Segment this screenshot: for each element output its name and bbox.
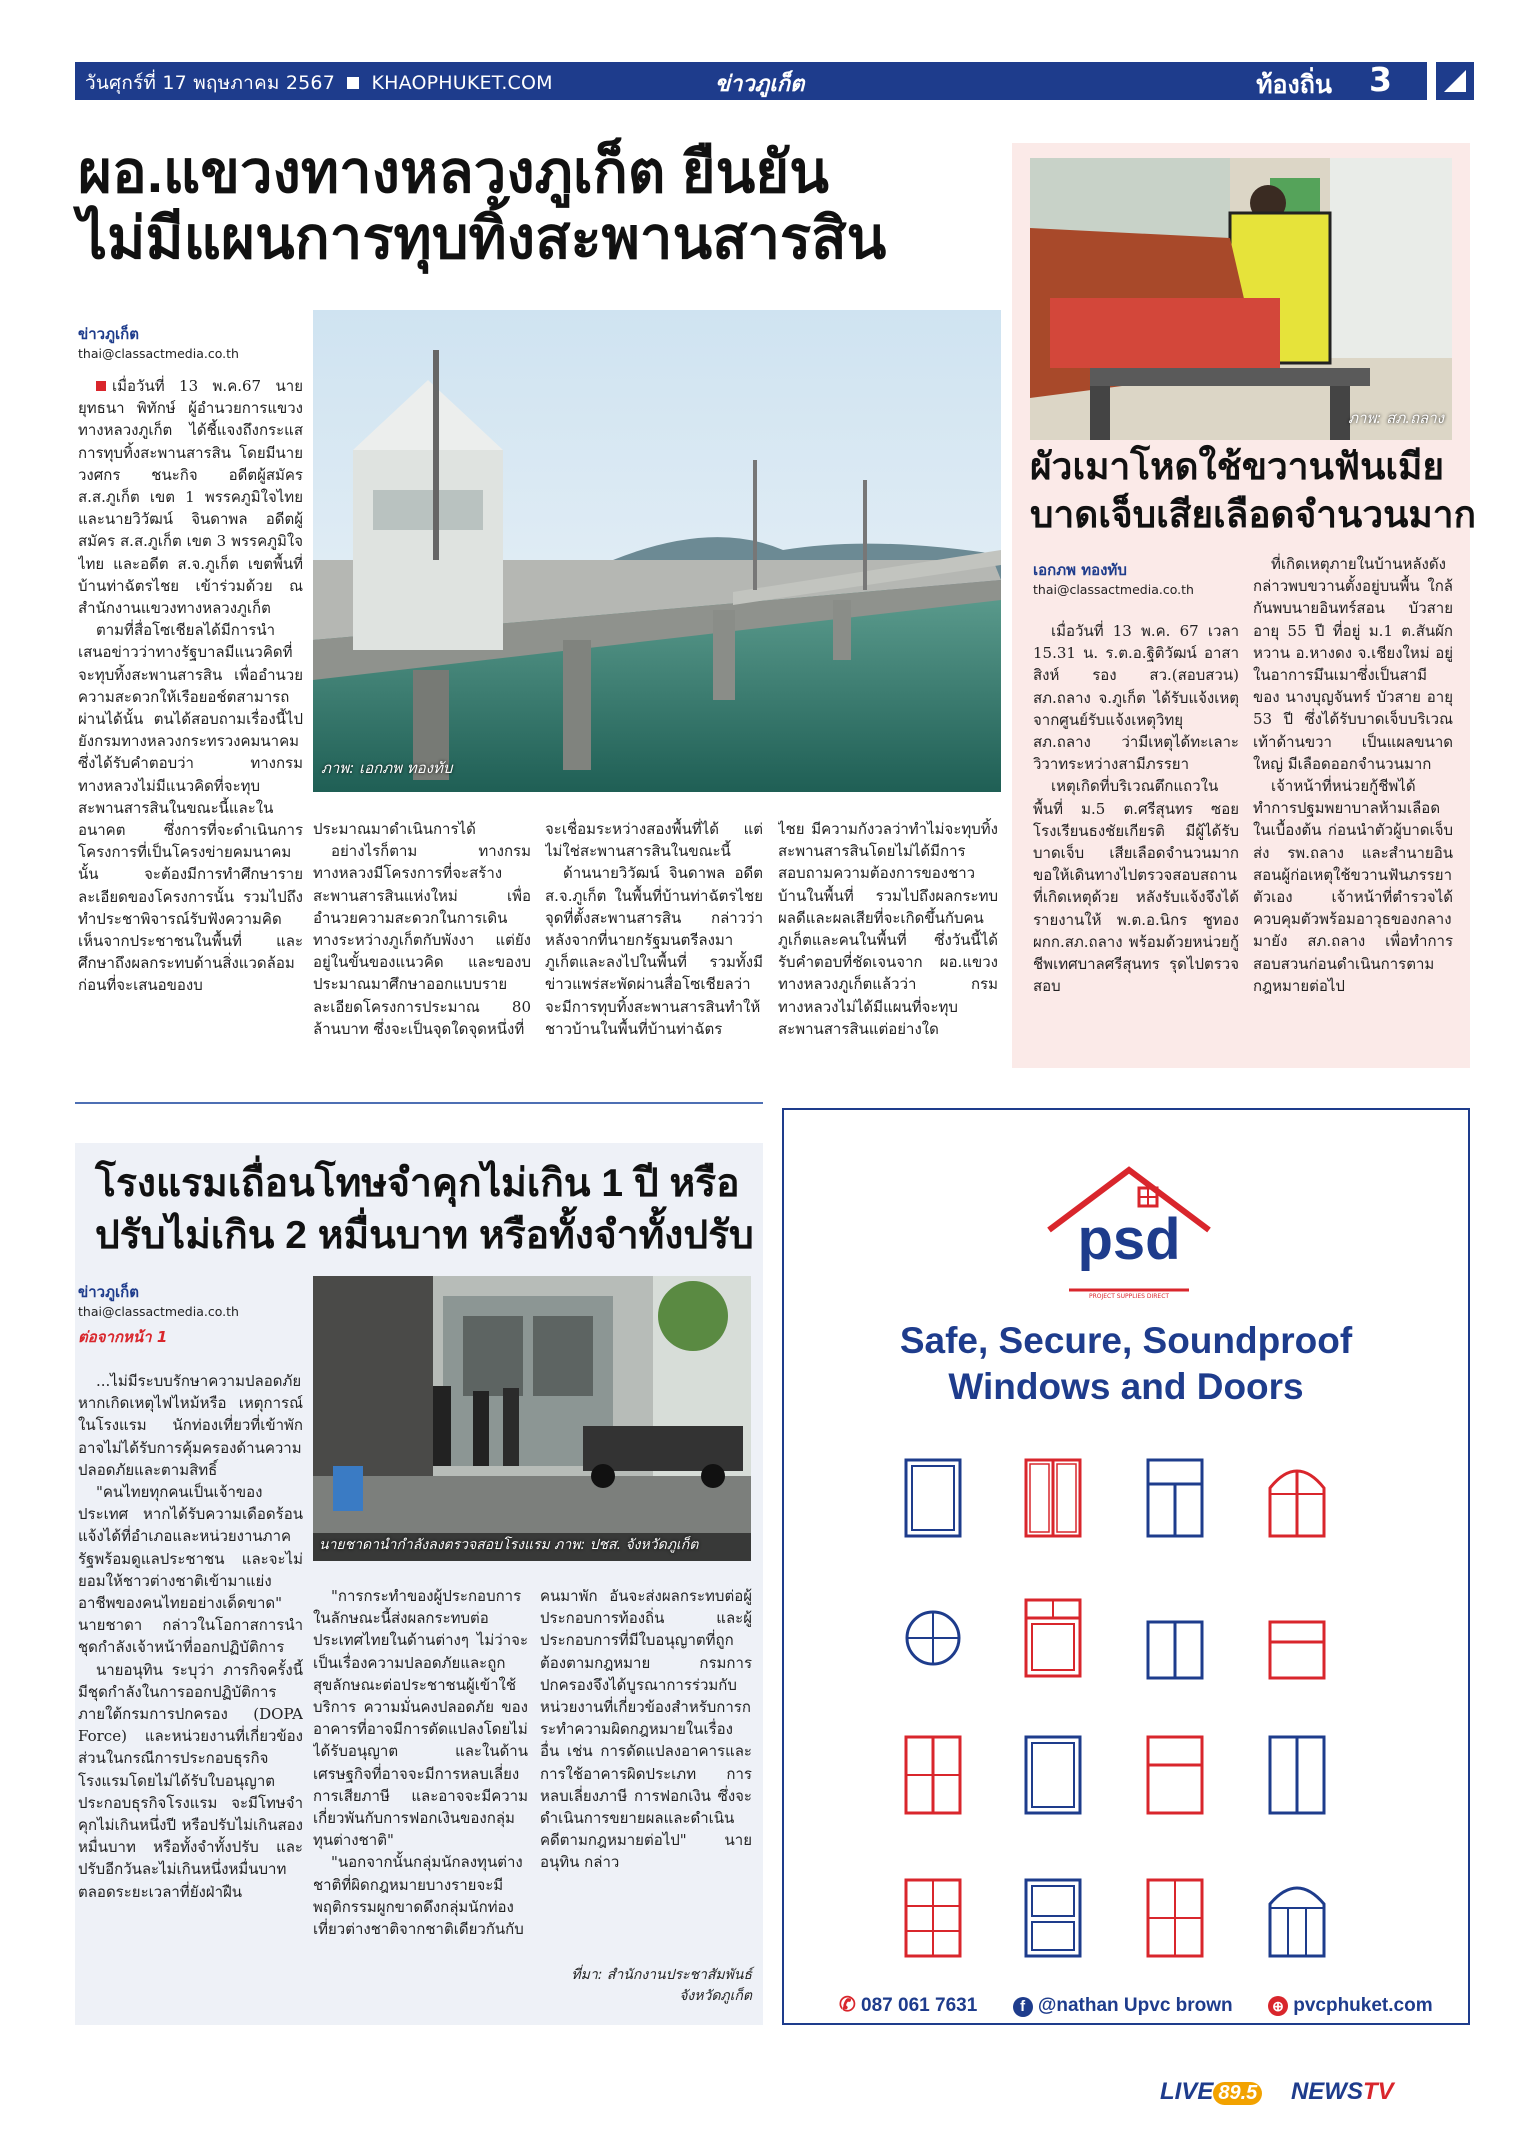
square-icon	[347, 77, 359, 89]
story3-photo-caption: นายชาดานำกำลังลงตรวจสอบโรงแรม ภาพ: ปชส. จังหวัดภูเก็ต	[319, 1537, 699, 1553]
ad-headline: Safe, Secure, Soundproof Windows and Doors	[899, 1320, 1353, 1407]
story3-col2b-text: "นอกจากนั้นกลุ่มนักลงทุนต่างชาติที่ผิดกฎหมายบางรายจะมีพฤติกรรมผูกขาดดึงกลุ่มนักท่องเที่ยวต่างชาติจากชาติเดียวกันกับ	[313, 1853, 524, 1939]
story1-headline: ผอ.แขวงทางหลวงภูเก็ต ยืนยัน ไม่มีแผนการทุบทิ้งสะพานสารสิน	[78, 140, 887, 271]
story2-byline-block	[1033, 558, 1243, 597]
story1-col2-text: ประมาณมาดำเนินการได้	[313, 820, 476, 838]
footer-logos	[1160, 2078, 1394, 2106]
header-site: KHAOPHUKET.COM	[371, 72, 553, 94]
story1-col2b-text: อย่างไรก็ตาม ทางกรมทางหลวงมีโครงการที่จะสร้างสะพานสารสินแห่งใหม่ เพื่ออำนวยความสะดวกในการเดินทางระหว่างภูเก็ตกับพังงา แต่ยังอยู่ในขั้นของแนวคิด และของบประมาณมาศึกษาออกแบบรายละเอียดโครงการประมาณ 80 ล้านบาท ซึ่งจะเป็นจุดใดจุดหนึ่งที่	[313, 842, 531, 1038]
grid-window-icon	[904, 1878, 962, 1958]
story3-col2-text: "การกระทำของผู้ประกอบการในลักษณะนี้ส่งผลกระทบต่อประเทศไทยในด้านต่างๆ ไม่ว่าจะเป็นเรื่องความปลอดภัยและถูกสุขลักษณะต่อประชาชนผู้เข้าใช้บริการ ความมั่นคงปลอดภัย ของอาคารที่อาจมีการดัดแปลงโดยไม่ได้รับอนุญาต และในด้านเศรษฐกิจที่อาจจะมีการหลบเลี่ยงการเสียภาษี และอาจจะมีความเกี่ยวพันกับการฟอกเงินของกลุ่มทุนต่างชาติ"	[313, 1587, 528, 1850]
story1-column-1	[78, 375, 303, 1075]
sliding-window-icon	[1146, 1610, 1204, 1690]
round-window-icon	[904, 1598, 962, 1678]
story1-col3b-text: ด้านนายวิวัฒน์ จินดาพล อดีต ส.จ.ภูเก็ต ในพื้นที่บ้านท่าฉัตรไชย จุดที่ตั้งสะพานสารสิน กล่าวว่าหลังจากที่นายกรัฐมนตรีลงมาภูเก็ตและลงไปในพื้นที่ รวมทั้งมีข่าวแพร่สะพัดผ่านสื่อโซเชียลว่าจะมีการทุบทิ้งสะพานสารสินทำให้ชาวบ้านในพื้นที่บ้านท่าฉัตร	[545, 864, 763, 1038]
masthead-logo: ข่าวภูเก็ต	[715, 72, 805, 97]
story1-column-4	[778, 818, 998, 1076]
double-window-icon	[1024, 1458, 1082, 1538]
top-hung-window-icon	[1146, 1735, 1204, 1815]
ad-contact-row	[839, 1992, 1433, 2017]
ad-facebook: @nathan Upvc brown	[1037, 1995, 1233, 2016]
story1-email: thai@classactmedia.co.th	[78, 346, 239, 361]
tilt-window-icon	[1024, 1598, 1082, 1678]
ad-brand: psd	[1077, 1207, 1181, 1272]
story2-col2b-text: เจ้าหน้าที่หน่วยกู้ชีพได้ทำการปฐมพยาบาลห้ามเลือดในเบื้องต้น ก่อนนำตัวผู้บาดเจ็บส่ง รพ.ถลาง และสำนายอินสอนผู้ก่อเหตุใช้ขวานฟันภรรยาตัวเอง เจ้าหน้าที่ตำรวจได้ควบคุมตัวพร้อมอาวุธของกลางมายัง สภ.ถลาง เพื่อทำการสอบสวนก่อนดำเนินการตามกฎหมายต่อไป	[1253, 777, 1453, 995]
story1-col4-text: ไชย มีความกังวลว่าทำไม่จะทุบทิ้งสะพานสารสินโดยไม่ได้มีการสอบถามความต้องการของชาวบ้านในพื้นที่ รวมไปถึงผลกระทบผลดีและผลเสียที่จะเกิดขึ้นกับคนภูเก็ตและคนในพื้นที่ ซึ่งวันนี้ได้รับคำตอบที่ชัดเจนจาก ผอ.แขวงทางหลวงภูเก็ตแล้วว่า กรมทางหลวงไม่ได้มีแผนที่จะทุบสะพานสารสินแต่อย่างใด	[778, 820, 998, 1038]
story3-byline-block	[78, 1280, 298, 1349]
story2-col1b-text: เหตุเกิดที่บริเวณตึกแถวในพื้นที่ ม.5 ต.ศรีสุนทร ซอยโรงเรียนธงชัยเกียรติ มีผู้ได้รับบาดเจ็บ เสียเลือดจำนวนมาก ขอให้เดินทางไปตรวจสอบสถานที่เกิดเหตุด้วย หลังรับแจ้งจึงได้รายงานให้ พ.ต.อ.นิกร ชูทอง ผกก.สภ.ถลาง พร้อมด้วยหน่วยกู้ชีพเทศบาลศรีสุนทร รุดไปตรวจสอบ	[1033, 777, 1239, 996]
story1-column-2	[313, 818, 531, 1076]
continued-from-label: ต่อจากหน้า 1	[78, 1328, 168, 1346]
transom-window-icon	[1146, 1458, 1204, 1538]
globe-icon: ⊕	[1268, 1996, 1288, 2016]
story3-col3-text: คนมาพัก อันจะส่งผลกระทบต่อผู้ประกอบการท้องถิ่น และผู้ประกอบการที่มีใบอนุญาตที่ถูกต้องตามกฎหมาย กรมการปกครองจึงได้บูรณาการร่วมกับหน่วยงานที่เกี่ยวข้องสำหรับการกระทำความผิดกฎหมายในเรื่องอื่น เช่น การดัดแปลงอาคารและการใช้อาคารผิดประเภท การหลบเลี่ยงภาษี การฟอกเงิน ซึ่งจะดำเนินการขยายผลและดำเนินคดีตามกฎหมายต่อไป" นายอนุทิน กล่าว	[540, 1587, 752, 1872]
section-divider	[75, 1102, 763, 1104]
footer-freq: 89.5	[1213, 2082, 1262, 2105]
fixed-window-icon	[1024, 1735, 1082, 1815]
awning-window-icon	[1268, 1610, 1326, 1690]
story1-byline: ข่าวภูเก็ต	[78, 325, 139, 343]
story2-headline: ผัวเมาโหดใช้ขวานฟันเมีย บาดเจ็บเสียเลือดจำนวนมาก	[1030, 446, 1476, 535]
casement-pair-icon	[904, 1735, 962, 1815]
story3-column-2	[313, 1585, 528, 2010]
section-title: ท้องถิ่น	[1256, 70, 1332, 99]
footer-news: NEWS	[1290, 2078, 1363, 2105]
story1-photo	[313, 310, 1001, 792]
corner-flag-icon	[1436, 62, 1474, 100]
door-icon	[1268, 1735, 1326, 1815]
ad-web: pvcphuket.com	[1293, 1995, 1433, 2016]
header-date: วันศุกร์ที่ 17 พฤษภาคม 2567 KHAOPHUKET.COM	[85, 72, 553, 94]
phone-icon: ✆	[839, 1994, 856, 2016]
story3-col1c-text: นายอนุทิน ระบุว่า ภารกิจครั้งนี้มีชุดกำลังในการออกปฏิบัติการภายใต้กรมการปกครอง (DOPA Force) และหน่วยงานที่เกี่ยวข้อง ส่วนในกรณีการประกอบธุรกิจโรงแรมโดยไม่ได้รับใบอนุญาตประกอบธุรกิจโรงแรม จะมีโทษจำคุกไม่เกินหนึ่งปี หรือปรับไม่เกินสองหมื่นบาท หรือทั้งจำทั้งปรับ และปรับอีกวันละไม่เกินหนึ่งหมื่นบาทตลอดระยะเวลาที่ยังฝ่าฝืน	[78, 1660, 303, 1901]
story2-byline: เอกภพ ทองทับ	[1033, 561, 1127, 579]
story1-byline-block	[78, 322, 303, 361]
story3-byline: ข่าวภูเก็ต	[78, 1283, 139, 1301]
story1-col1b-text: ตามที่สื่อโซเชียลได้มีการนำเสนอข่าวว่าทางรัฐบาลมีแนวคิดที่จะทุบทิ้งสะพานสารสิน เพื่ออำนวยความสะดวกให้เรือยอช์ตสามารถผ่านได้นั้น ตนได้สอบถามเรื่องนี้ไปยังกรมทางหลวงกระทรวงคมนาคม ซึ่งได้รับคำตอบว่า ทางกรมทางหลวงไม่มีแนวคิดที่จะทุบสะพานสารสินในขณะนี้และในอนาคต ซึ่งการที่จะดำเนินการโครงการที่เป็นโครงข่ายคมนาคมนั้น จะต้องมีการทำศึกษารายละเอียดของโครงการนั้น รวมไปถึงทำประชาพิจารณ์รับฟังความคิดเห็นจากประชาชนในพื้นที่ และศึกษาถึงผลกระทบด้านสิ่งแวดล้อม ก่อนที่จะเสนอของบ	[78, 621, 303, 995]
story3-source: ที่มา: สำนักงานประชาสัมพันธ์จังหวัดภูเก็ต	[571, 1967, 752, 2004]
story3-col1b-text: "คนไทยทุกคนเป็นเจ้าของประเทศ หากได้รับความเดือดร้อนแจ้งได้ที่อำเภอและหน่วยงานภาครัฐพร้อมดูแลประชาชน และจะไม่ยอมให้ชาวต่างชาติเข้ามาแย่งอาชีพของคนไทยอย่างเด็ดขาด" นายชาดา กล่าวในโอกาสการนำชุดกำลังเจ้าหน้าที่ออกปฏิบัติการ	[78, 1483, 303, 1657]
footer-live: LIVE	[1160, 2078, 1214, 2105]
ad-brand-sub: PROJECT SUPPLIES DIRECT	[1088, 1293, 1170, 1300]
story2-column-2	[1253, 553, 1453, 1048]
story3-email: thai@classactmedia.co.th	[78, 1304, 239, 1319]
story2-photo-caption: ภาพ: สภ.ถลาง	[1348, 409, 1444, 427]
page-header	[75, 62, 1427, 100]
footer-tv: TV	[1362, 2078, 1394, 2105]
facebook-icon: f	[1013, 1997, 1033, 2017]
story1-col3-text: จะเชื่อมระหว่างสองพื้นที่ได้ แต่ไม่ใช่สะพานสารสินในขณะนี้	[545, 820, 763, 861]
story1-photo-caption: ภาพ: เอกภพ ทองทับ	[321, 759, 453, 777]
bullet-square-icon	[96, 381, 106, 391]
story1-col1-text: เมื่อวันที่ 13 พ.ค.67 นายยุทธนา พิทักษ์ ผู้อำนวยการแขวงทางหลวงภูเก็ต ได้ชี้แจงถึงกระแสการทุบทิ้งสะพานสารสิน โดยมีนายวงศกร ชนะกิจ อดีตผู้สมัคร ส.ส.ภูเก็ต เขต 1 พรรคภูมิใจไทย และนายวิวัฒน์ จินดาพล อดีตผู้สมัคร ส.ส.ภูเก็ต เขต 3 พรรคภูมิใจไทย และอดีต ส.จ.ภูเก็ต เขตพื้นที่บ้านท่าฉัตรไชย เข้าร่วมด้วย ณ สำนักงานแขวงทางหลวงภูเก็ต	[78, 377, 303, 618]
advertisement	[782, 1108, 1470, 2025]
story3-column-1	[78, 1370, 303, 2010]
cross-window-icon	[1146, 1878, 1204, 1958]
story3-col1-text: ...ไม่มีระบบรักษาความปลอดภัย หากเกิดเหตุไฟไหม้หรือ เหตุการณ์ในโรงแรม นักท่องเที่ยวที่เข้าพักอาจไม่ได้รับการคุ้มครองด้านความปลอดภัยและตามสิทธิ์	[78, 1372, 303, 1479]
story3-headline: โรงแรมเถื่อนโทษจำคุกไม่เกิน 1 ปี หรือ ปรับไม่เกิน 2 หมื่นบาท หรือทั้งจำทั้งปรับ	[95, 1162, 754, 1257]
page-number: 3	[1369, 60, 1392, 99]
story1-column-3	[545, 818, 763, 1076]
panel-window-icon	[1024, 1878, 1082, 1958]
ad-phone: 087 061 7631	[861, 1995, 978, 2016]
story2-photo	[1030, 158, 1452, 440]
arched-grid-window-icon	[1268, 1878, 1326, 1958]
story3-photo	[313, 1276, 751, 1561]
story2-column-1	[1033, 620, 1239, 1048]
single-window-icon	[904, 1458, 962, 1538]
story2-email: thai@classactmedia.co.th	[1033, 582, 1194, 597]
story2-col1-text: เมื่อวันที่ 13 พ.ค. 67 เวลา 15.31 น. ร.ต.อ.ฐิติวัฒน์ อาสาสิงห์ รอง สว.(สอบสวน) สภ.ถลาง จ.ภูเก็ต ได้รับแจ้งเหตุจากศูนย์รับแจ้งเหตุวิทยุ สภ.ถลาง ว่ามีเหตุได้ทะเลาะวิวาทระหว่างสามีภรรยา	[1033, 622, 1239, 774]
story2-col2-text: ที่เกิดเหตุภายในบ้านหลังดังกล่าวพบขวานตั้งอยู่บนพื้น ใกล้กันพบนายอินทร์สอน บัวสาย อายุ 55 ปี ที่อยู่ ม.1 ต.สันผักหวาน อ.หางดง จ.เชียงใหม่ อยู่ในอาการมึนเมาซึ่งเป็นสามีของ นางบุญจันทร์ บัวสาย อายุ 53 ปี ซึ่งได้รับบาดเจ็บบริเวณเท้าด้านขวา เป็นแผลขนาดใหญ่ มีเลือดออกจำนวนมาก	[1253, 555, 1453, 773]
story3-column-3	[540, 1585, 752, 1963]
arched-window-icon	[1268, 1458, 1326, 1538]
